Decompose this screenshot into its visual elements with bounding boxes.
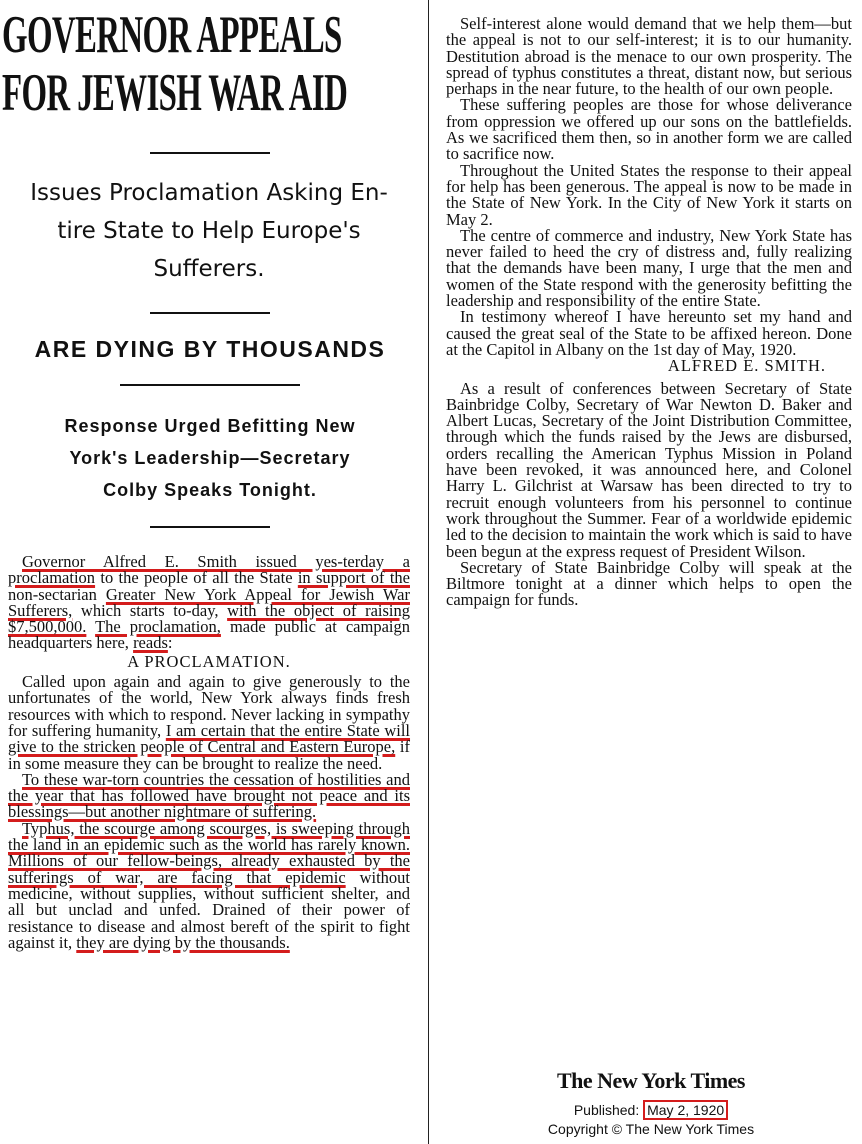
column-rule: [428, 0, 429, 1144]
text: which starts to-day,: [72, 600, 228, 620]
published-date: May 2, 1920: [643, 1100, 728, 1120]
lead-paragraph: [8, 554, 410, 652]
text: non-sectarian: [8, 584, 106, 604]
paragraph: Secretary of State Bainbridge Colby will speak at the Biltmore tonight at a dinner which helps to open the campaign for funds.: [446, 557, 852, 610]
text: :: [167, 633, 173, 653]
highlighted-text: in support of the: [297, 568, 410, 588]
source-footer: [440, 1068, 862, 1137]
highlighted-text: The proclamation,: [95, 617, 221, 637]
highlighted-text: Typhus, the scourge among scourges, is sweeping through the land in an epidemic such as the world has rarely known. Millions of our fellow-beings, already exhausted by the sufferings of war, are facing that epidemic: [8, 818, 410, 887]
text: Called upon again and again to give generously to the unfortunates of the world, New York always finds fresh resources with which to respond. Never lacking in sympathy for suffering humanity,: [8, 672, 410, 740]
paragraph: In testimony whereof I have hereunto set my hand and caused the great seal of the State to be affixed hereon. Done at the Capitol in Albany on the 1st day of May, 1920.: [446, 307, 852, 359]
paragraph: Throughout the United States the response to their appeal for help has been generous. The appeal is now to be made in the State of New York. In the City of New York it starts on May 2.: [446, 160, 852, 229]
highlighted-text: Governor Alfred E. Smith issued yes-terday a proclamation: [8, 552, 410, 588]
text: without medicine, without supplies, without sufficient shelter, and all but unclad and unfed. Drained of their power of resistance to disease and almost bereft of the spirit to fight against it,: [8, 867, 410, 952]
headline-line-1: GOVERNOR APPEALS: [2, 6, 342, 64]
divider: [150, 152, 270, 154]
highlighted-text: To these war-torn countries the cessation of hostilities and the year that has followed have brought not peace and its blessings—but another nightmare of suffering.: [8, 769, 410, 822]
main-headline: [2, 6, 348, 122]
highlighted-text: reads: [133, 633, 168, 653]
signature: ALFRED E. SMITH.: [667, 356, 826, 376]
text: to the people of all the State: [95, 568, 298, 588]
proclamation-heading: A PROCLAMATION.: [127, 651, 291, 671]
deck-subheadline: [4, 410, 416, 506]
deck-line: Colby Speaks Tonight.: [103, 480, 317, 500]
paragraph: [8, 818, 410, 952]
divider: [120, 384, 300, 386]
nyt-logo: The New York Times: [557, 1068, 745, 1093]
subhead-line: tire State to Help Europe's: [57, 218, 361, 244]
paragraph: As a result of conferences between Secretary of State Bainbridge Colby, Secretary of War Newton D. Baker and Albert Lucas, Secretary of the Joint Distribution Committee, through which the funds raised by the Jews are disbursed, orders recalling the American Typhus Mission in Poland have been revoked, it was announced here, and Colonel Harry L. Gilchrist at Warsaw has been directed to try to recruit enough volunteers from his personnel to continue work throughout the Summer. Fear of a worldwide epidemic led to the decision to maintain the work which is said to have been begun at the express request of President Wilson.: [446, 378, 852, 561]
headline-line-2: FOR JEWISH WAR AID: [2, 64, 348, 122]
divider: [150, 312, 270, 314]
paragraph: [8, 769, 410, 822]
paragraph: The centre of commerce and industry, New York State has never failed to heed the cry of distress and, fully realizing that the demands have been many, I urge that the men and women of the State respond with the generosity befitting the leadership and responsibility of the entire State.: [446, 225, 852, 311]
published-line: [440, 1102, 862, 1118]
published-label: Published:: [573, 1102, 640, 1118]
deck-headline: ARE DYING BY THOUSANDS: [34, 336, 386, 362]
paragraph: Self-interest alone would demand that we help them—but the appeal is not to our self-interest; it is to our humanity. Destitution abroad is the menace to our own prosperity. The spread of typhus constitutes a threat, distant now, but serious perhaps in the near future, to the health of our own people.: [446, 14, 852, 99]
paragraph: [8, 674, 410, 772]
deck-line: Response Urged Befitting New: [64, 416, 356, 436]
article-body-right: [446, 16, 852, 609]
highlighted-text: Greater New York Appeal for Jewish War Sufferers,: [8, 584, 410, 620]
text: made public at campaign headquarters here,: [8, 617, 410, 653]
subheadline: [4, 174, 414, 288]
article-body-left: [8, 554, 410, 951]
subhead-line: Issues Proclamation Asking En-: [30, 180, 388, 206]
highlighted-text: with the object of raising $7,500,000.: [8, 600, 410, 637]
text: if in some measure they can be brought to realize the need.: [8, 737, 410, 773]
paragraph: These suffering peoples are those for whose deliverance from oppression we offered up our sons on the battlefields. As we sacrificed them then, so in another form we are called to sacrifice now.: [446, 95, 852, 164]
highlighted-text: I am certain that the entire State will give to the stricken people of Central and Eastern Europe,: [8, 720, 411, 757]
subhead-line: Sufferers.: [153, 256, 265, 282]
copyright-notice: Copyright © The New York Times: [547, 1121, 755, 1137]
divider: [150, 526, 270, 528]
highlighted-text: they are dying by the thousands.: [76, 932, 290, 952]
deck-line: York's Leadership—Secretary: [69, 448, 351, 468]
